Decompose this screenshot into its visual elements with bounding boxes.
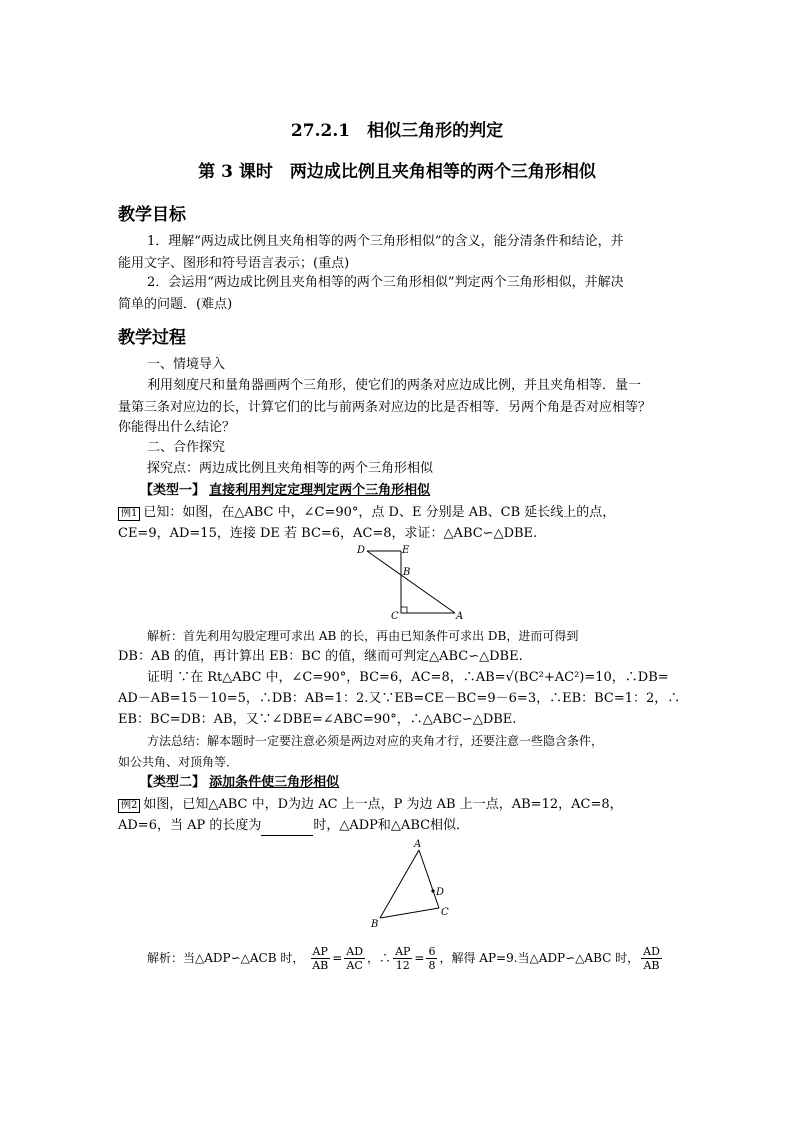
- body-line: 利用刻度尺和量角器画两个三角形，使它们的两条对应边成比例，并且夹角相等．量一: [147, 378, 642, 393]
- numerator: 6: [428, 945, 436, 958]
- analysis2-text: ，解得 AP=9.当△ADP∽△ABC 时，: [439, 951, 640, 965]
- example2-line: [118, 816, 469, 836]
- page-title: 27.2.1 相似三角形的判定: [290, 121, 504, 141]
- example-tag: 例1: [118, 507, 140, 521]
- fraction: [344, 945, 365, 972]
- numerator: AD: [346, 945, 364, 958]
- type2-tag: 【类型二】: [140, 775, 206, 790]
- denominator: AB: [312, 959, 329, 972]
- example2-text: 时，△ADP和△ABC相似．: [313, 818, 470, 833]
- label-c: C: [391, 611, 399, 622]
- example1-line: CE=9，AD=15，连接 DE 若 BC=6，AC=8，求证：△ABC∽△DBE.: [118, 526, 538, 541]
- numerator: AP: [395, 945, 411, 958]
- label-d: D: [436, 887, 445, 898]
- denominator: AC: [346, 959, 363, 972]
- triangle-figure-1: [355, 543, 470, 623]
- section-label: 一、情境导入: [147, 357, 226, 372]
- process-heading: 教学过程: [118, 328, 186, 348]
- label-a: A: [456, 611, 464, 622]
- analysis-line: 解析：首先利用勾股定理可求出 AB 的长，再由已知条件可求出 DB，进而可得到: [147, 629, 579, 643]
- proof-line: AD－AB=15－10=5，∴DB：AB=1：2.又∵EB=CE－BC=9－6=3，∴EB：BC=1：2，∴: [118, 691, 681, 706]
- right-angle-mark: [401, 607, 407, 613]
- type2-title: 添加条件使三角形相似: [209, 775, 340, 790]
- label-d: D: [357, 545, 366, 556]
- label-c: C: [441, 907, 449, 918]
- example2-text: AD=6，当 AP 的长度为: [118, 818, 262, 833]
- fraction: [641, 945, 662, 972]
- numerator: AP: [312, 945, 328, 958]
- line-ab: [380, 850, 419, 918]
- line-ac: [419, 850, 439, 908]
- triangle-figure-2: [368, 838, 458, 930]
- example-tag: 例2: [118, 799, 140, 813]
- summary-line: 如公共角、对顶角等．: [118, 755, 239, 769]
- label-b: B: [403, 567, 411, 578]
- label-b: B: [371, 919, 379, 930]
- label-a: A: [414, 839, 422, 850]
- goal-line: 能用文字、图形和符号语言表示；(重点): [118, 256, 350, 271]
- denominator: AB: [643, 959, 660, 972]
- page-subtitle: 第 3 课时 两边成比例且夹角相等的两个三角形相似: [198, 162, 596, 182]
- analysis2-text: 解析：当△ADP∽△ACB 时，: [147, 951, 305, 965]
- denominator: 12: [395, 959, 410, 972]
- goal-line: 简单的问题．(难点): [118, 297, 233, 312]
- fraction: [393, 945, 412, 972]
- goal-line: 2．会运用“两边成比例且夹角相等的两个三角形相似”判定两个三角形相似，并解决: [147, 275, 624, 290]
- body-line: 你能得出什么结论？: [118, 420, 236, 435]
- body-line: 量第三条对应边的长，计算它们的比与前两条对应边的比是否相等．另两个角是否对应相等？: [118, 400, 652, 415]
- example2-line: [118, 795, 623, 815]
- type2-heading: [140, 773, 339, 793]
- example1-text: 已知：如图，在△ABC 中，∠C=90°，点 D、E 分别是 AB、CB 延长线上的点，: [143, 505, 616, 520]
- denominator: 8: [428, 959, 436, 972]
- line-da: [367, 551, 455, 613]
- explore-point: 探究点：两边成比例且夹角相等的两个三角形相似: [147, 461, 434, 476]
- answer-blank: [261, 822, 313, 836]
- summary-line: 方法总结：解本题时一定要注意必须是两边对应的夹角才行，还要注意一些隐含条件，: [147, 734, 604, 748]
- analysis-line: DB：AB 的值，再计算出 EB：BC 的值，继而可判定△ABC∽△DBE.: [118, 649, 523, 664]
- fraction: [426, 945, 437, 972]
- analysis2-line: 解析：当△ADP∽△ACB 时， $\frac{AP}{AB}$ = $\frac{AD}{AC}$ ，∴ $\frac{AP}{12}$ = $\frac{6}{8}$ ，解得 AP=9.当△ADP∽△ABC 时， $\frac{AD}{AB}$: [147, 945, 660, 972]
- type1-tag: 【类型一】: [140, 483, 206, 498]
- goal-line: 1．理解“两边成比例且夹角相等的两个三角形相似”的含义，能分清条件和结论，并: [147, 234, 624, 249]
- proof-line: EB：BC=DB：AB，又∵∠DBE=∠ABC=90°，∴△ABC∽△DBE.: [118, 712, 517, 727]
- example1-line: [118, 503, 615, 523]
- numerator: AD: [643, 945, 660, 958]
- goals-heading: 教学目标: [118, 205, 186, 225]
- label-e: E: [402, 545, 410, 556]
- fraction: [310, 945, 330, 972]
- type1-heading: [140, 481, 430, 501]
- point-d: [431, 889, 434, 892]
- section-label: 二、合作探究: [147, 440, 226, 455]
- example2-text: 如图，已知△ABC 中，D为边 AC 上一点，P 为边 AB 上一点，AB=12，AC=8，: [143, 797, 623, 812]
- proof-line: 证明 ∵在 Rt△ABC 中，∠C=90°，BC=6，AC=8，∴AB=√(BC²+AC²)=10，∴DB=: [147, 670, 669, 685]
- type1-title: 直接利用判定定理判定两个三角形相似: [209, 483, 431, 498]
- analysis2-text: ，∴: [367, 951, 392, 965]
- line-bc: [380, 908, 439, 918]
